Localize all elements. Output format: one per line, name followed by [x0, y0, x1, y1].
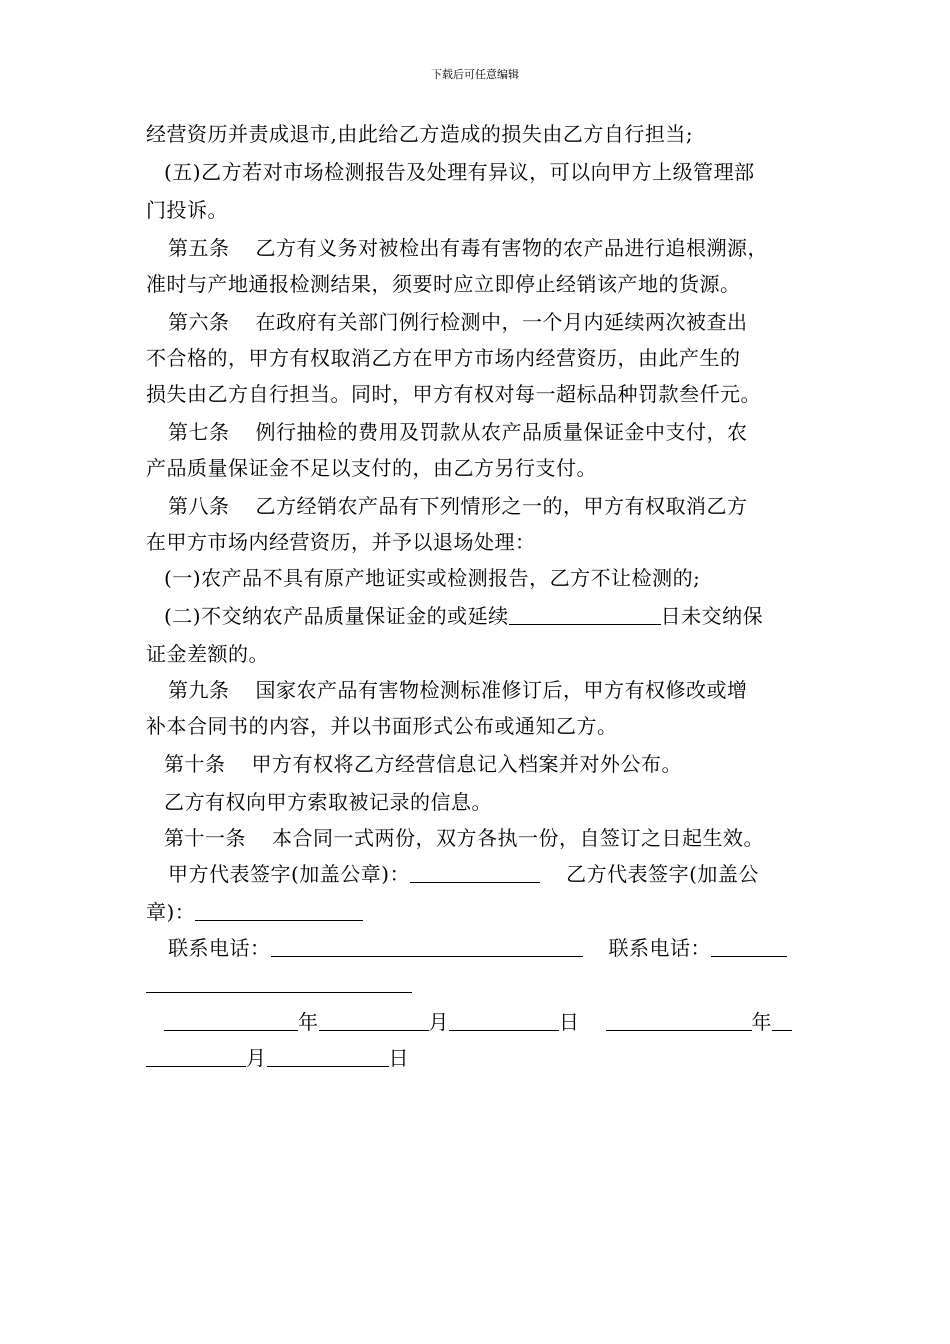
article-11: [164, 826, 764, 850]
year-label: 年: [298, 1010, 319, 1034]
article-text: 乙方经销农产品有下列情形之一的，甲方有权取消乙方: [255, 494, 748, 518]
party-a-signature-label: 甲方代表签字(加盖公章)：: [168, 862, 411, 886]
clause-line: 损失由乙方自行担当。同时，甲方有权对每一超标品种罚款叁仟元。: [146, 382, 761, 406]
article-title: 第十一条: [164, 826, 246, 850]
clause-line: 乙方有权向甲方索取被记录的信息。: [164, 790, 492, 814]
party-b-signature-label: 乙方代表签字(加盖公: [566, 862, 759, 886]
party-a-month-blank: [319, 1012, 429, 1031]
year-label: 年: [751, 1010, 772, 1034]
article-title: 第九条: [168, 678, 230, 702]
article-7: [168, 420, 748, 444]
item-text: (二)不交纳农产品质量保证金的或延续: [164, 604, 509, 628]
article-title: 第六条: [168, 310, 230, 334]
party-b-signature-label-cont: 章)：: [146, 900, 196, 924]
clause-line: 准时与产地通报检测结果，须要时应立即停止经销该产地的货源。: [146, 272, 741, 296]
phone-line: [168, 936, 787, 960]
article-title: 第八条: [168, 494, 230, 518]
party-a-phone-blank: [271, 938, 583, 957]
article-8: [168, 494, 748, 518]
article-text: 国家农产品有害物检测标准修订后，甲方有权修改或增: [255, 678, 748, 702]
party-b-signature-blank: [195, 902, 363, 921]
month-label: 月: [428, 1010, 449, 1034]
signature-line-cont: [146, 900, 363, 924]
article-title: 第十条: [164, 752, 226, 776]
article-9: [168, 678, 748, 702]
party-b-day-blank: [267, 1048, 389, 1067]
day-label: 日: [388, 1046, 409, 1070]
party-b-month-blank-cont: [146, 1048, 246, 1067]
article-title: 第七条: [168, 420, 230, 444]
party-a-day-blank: [449, 1012, 559, 1031]
article-5: [168, 236, 768, 260]
clause-line: 经营资历并责成退市,由此给乙方造成的损失由乙方自行担当;: [146, 122, 694, 146]
party-b-year-blank: [606, 1012, 752, 1031]
clause-line: 补本合同书的内容，并以书面形式公布或通知乙方。: [146, 714, 618, 738]
clause-line: (五)乙方若对市场检测报告及处理有异议，可以向甲方上级管理部: [164, 160, 755, 184]
article-text: 在政府有关部门例行检测中，一个月内延续两次被查出: [255, 310, 748, 334]
article-title: 第五条: [168, 236, 230, 260]
clause-line: 不合格的，甲方有权取消乙方在甲方市场内经营资历，由此产生的: [146, 346, 741, 370]
article-text: 乙方有义务对被检出有毒有害物的农产品进行追根溯源，: [255, 236, 768, 260]
party-b-phone-blank: [711, 938, 787, 957]
signature-line: [168, 862, 759, 886]
month-label: 月: [246, 1046, 267, 1070]
party-a-year-blank: [164, 1012, 298, 1031]
party-b-phone-blank-cont: [146, 974, 412, 993]
phone-line-cont: [146, 972, 412, 996]
article-text: 甲方有权将乙方经营信息记入档案并对外公布。: [251, 752, 682, 776]
party-b-phone-label: 联系电话：: [608, 936, 711, 960]
blank-days: [509, 606, 661, 625]
party-a-signature-blank: [410, 864, 540, 883]
party-b-month-blank: [772, 1012, 792, 1031]
item-text: 日未交纳保: [660, 604, 764, 628]
clause-line: 门投诉。: [146, 198, 228, 222]
article-text: 例行抽检的费用及罚款从农产品质量保证金中支付，农: [255, 420, 748, 444]
clause-item: (一)农产品不具有原产地证实或检测报告，乙方不让检测的;: [164, 566, 701, 590]
date-line: [164, 1010, 792, 1034]
day-label: 日: [559, 1010, 580, 1034]
clause-line: 产品质量保证金不足以支付的，由乙方另行支付。: [146, 456, 597, 480]
clause-line: 证金差额的。: [146, 642, 269, 666]
article-text: 本合同一式两份，双方各执一份，自签订之日起生效。: [272, 826, 764, 850]
clause-line: 在甲方市场内经营资历，并予以退场处理：: [146, 530, 536, 554]
date-line-cont: [146, 1046, 409, 1070]
clause-item: [164, 604, 763, 628]
article-6: [168, 310, 748, 334]
page-header-note: 下载后可任意编辑: [431, 68, 519, 81]
article-10: [164, 752, 682, 776]
party-a-phone-label: 联系电话：: [168, 936, 271, 960]
